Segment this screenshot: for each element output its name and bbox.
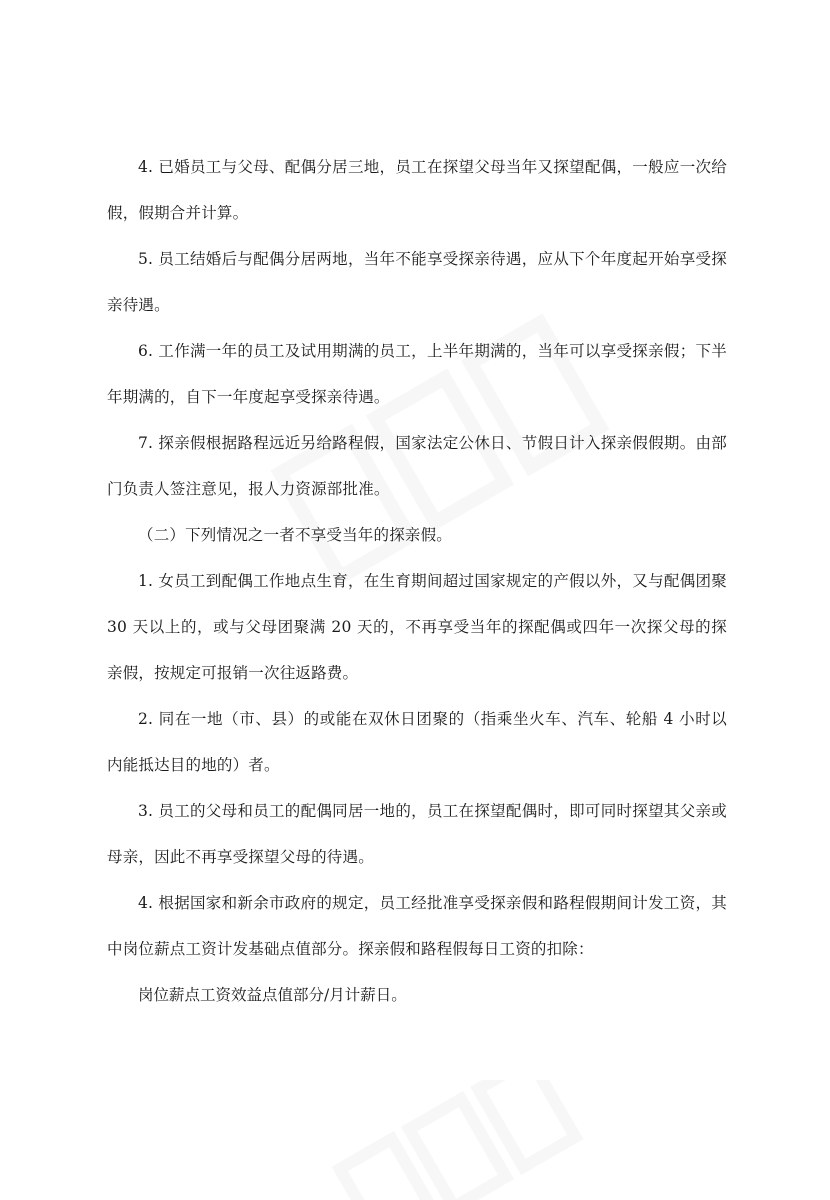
watermark-logo-bottom — [300, 1080, 600, 1200]
salary-deduction-formula: 岗位薪点工资效益点值部分/月计薪日。 — [138, 986, 407, 1004]
paragraph-5-married-separated: 5. 员工结婚后与配偶分居两地，当年不能享受探亲待遇，应从下个年度起开始享受探亲待遇。 — [107, 250, 727, 314]
paragraph-7-travel-leave: 7. 探亲假根据路程远近另给路程假，国家法定公休日、节假日计入探亲假假期。由部门负责人签注意见，报人力资源部批准。 — [107, 434, 727, 498]
section-heading-exclusions: （二）下列情况之一者不享受当年的探亲假。 — [138, 526, 453, 544]
paragraph-4-visit-parents-spouse: 4. 已婚员工与父母、配偶分居三地，员工在探望父母当年又探望配偶，一般应一次给假，假期合并计算。 — [107, 158, 727, 222]
document-body — [107, 144, 727, 1018]
paragraph-exclusion-4: 4. 根据国家和新余市政府的规定，员工经批准享受探亲假和路程假期间计发工资，其中岗位薪点工资计发基础点值部分。探亲假和路程假每日工资的扣除： — [107, 894, 727, 958]
paragraph-6-probation: 6. 工作满一年的员工及试用期满的员工，上半年期满的，当年可以享受探亲假；下半年期满的，自下一年度起享受探亲待遇。 — [107, 342, 727, 406]
paragraph-exclusion-2: 2. 同在一地（市、县）的或能在双休日团聚的（指乘坐火车、汽车、轮船 4 小时以内能抵达目的地的）者。 — [107, 710, 727, 774]
paragraph-exclusion-3: 3. 员工的父母和员工的配偶同居一地的，员工在探望配偶时，即可同时探望其父亲或母亲，因此不再享受探望父母的待遇。 — [107, 802, 727, 866]
paragraph-exclusion-1: 1. 女员工到配偶工作地点生育，在生育期间超过国家规定的产假以外，又与配偶团聚 30 天以上的，或与父母团聚满 20 天的，不再享受当年的探配偶或四年一次探父母的探亲假，按规定可报销一次往返路费。 — [107, 572, 727, 682]
